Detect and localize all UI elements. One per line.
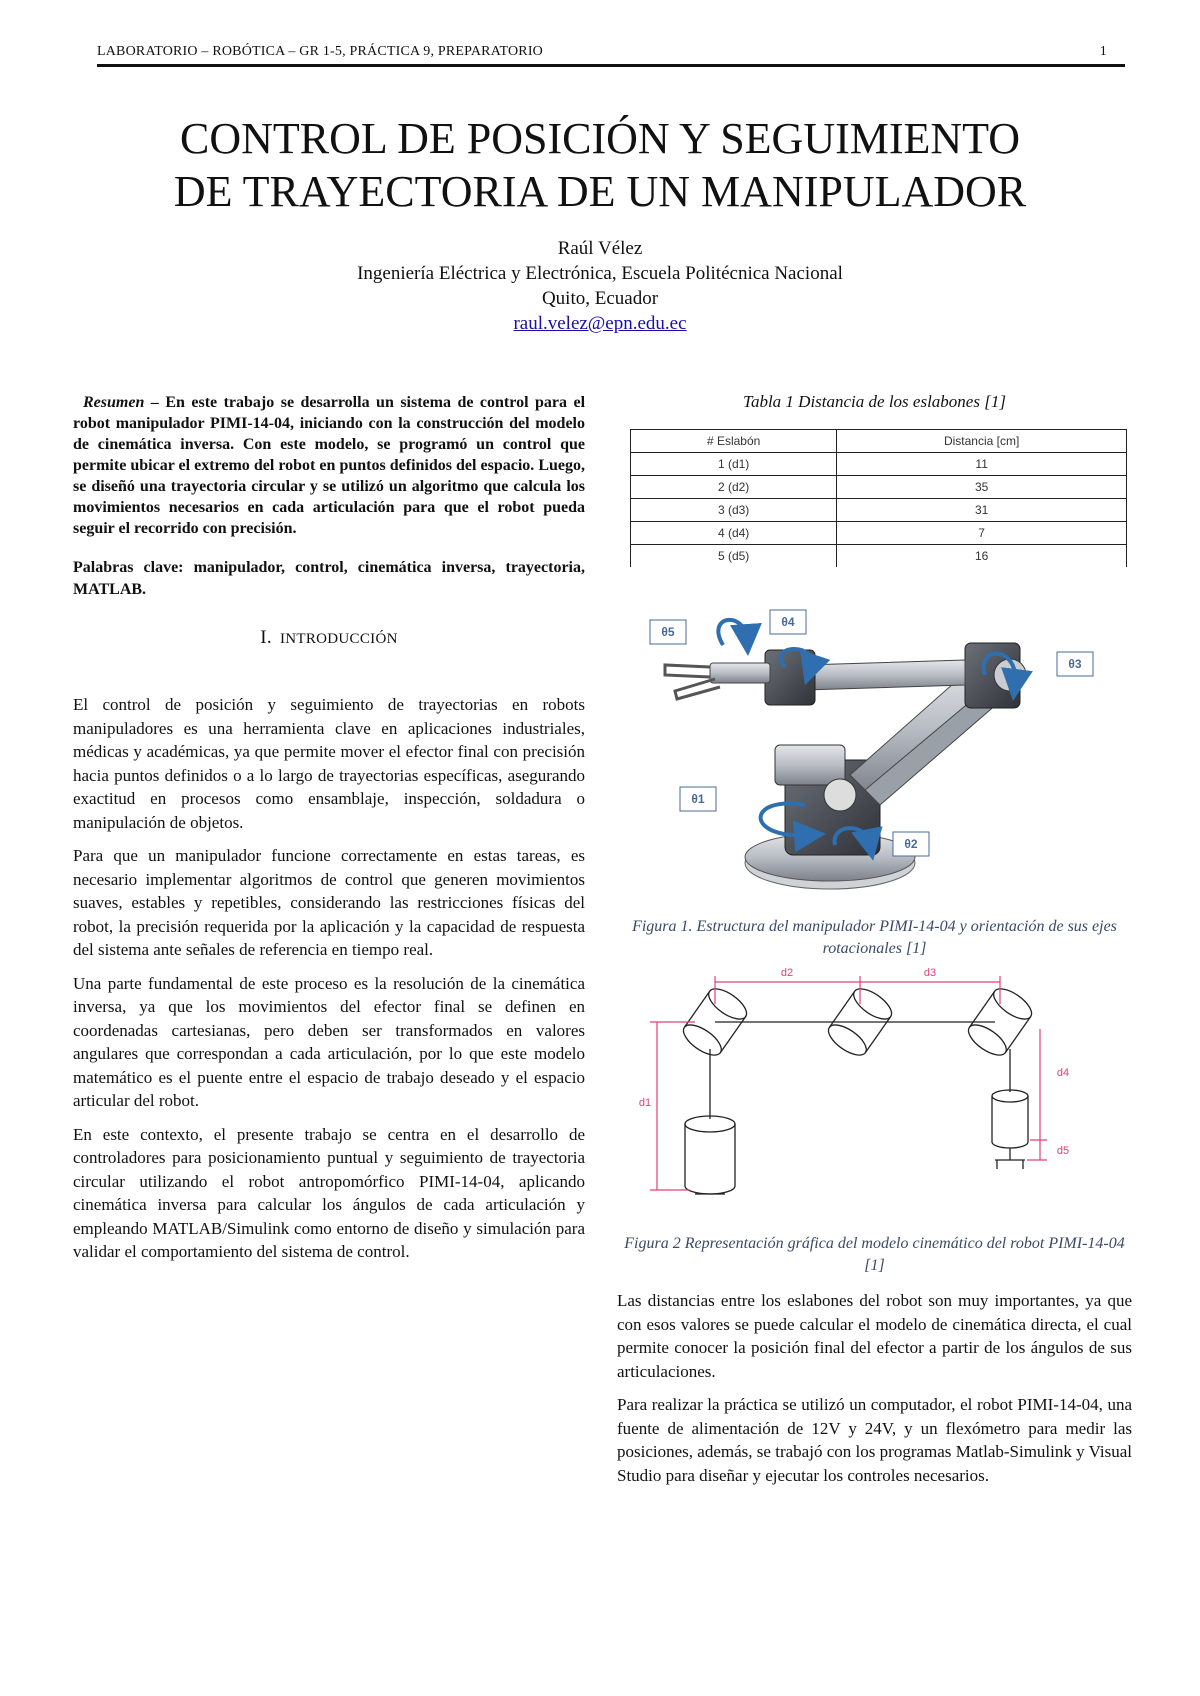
rotation-arrow-icon xyxy=(718,620,747,645)
table-cell: 2 (d2) xyxy=(631,476,837,499)
robot-forearm xyxy=(805,660,965,690)
figure-2-caption: Figura 2 Representación gráfica del modelo cinemático del robot PIMI-14-04 [1] xyxy=(624,1235,1125,1274)
table-cell: 16 xyxy=(837,545,1127,568)
theta1-label: θ1 xyxy=(691,792,705,806)
d2-label: d2 xyxy=(780,967,794,979)
keywords: Palabras clave: manipulador, control, cinemática inversa, trayectoria, MATLAB. xyxy=(73,559,585,598)
intro-paragraph-1: El control de posición y seguimiento de trayectorias en robots manipuladores es una herramienta clave en aplicaciones industriales, médicas y académicas, ya que permite mover el efector final con precisión hacia puntos definidos o a lo largo de trayectorias específicas, asegurando exactitud en procesos como ensamblaje, inspección, soldadura o manipulación de objetos. xyxy=(73,695,585,832)
running-header xyxy=(97,42,1125,66)
left-column xyxy=(73,392,585,1274)
theta2-label: θ2 xyxy=(904,837,918,851)
abstract xyxy=(73,392,585,539)
d1-label: d1 xyxy=(638,1097,652,1109)
right-paragraph-1: Las distancias entre los eslabones del robot son muy importantes, ya que con esos valores se puede calcular el modelo de cinemática directa, el cual permite conocer la posición final del efector a partir de los ángulos de sus articulaciones. xyxy=(617,1291,1132,1381)
table-header-cell: # Eslabón xyxy=(631,430,837,453)
figure-1-caption: Figura 1. Estructura del manipulador PIMI-14-04 y orientación de sus ejes rotacionales [1] xyxy=(632,918,1117,957)
table-row xyxy=(631,499,1127,522)
figure-1 xyxy=(635,605,1132,910)
abstract-label: Resumen – xyxy=(83,394,159,411)
table-row xyxy=(631,476,1127,499)
author-block xyxy=(0,236,1200,336)
theta3-label: θ3 xyxy=(1068,657,1082,671)
section-heading-introduccion xyxy=(73,627,585,649)
end-effector-cylinder xyxy=(992,1090,1028,1148)
theta4-label: θ4 xyxy=(781,615,795,629)
right-paragraph-2: Para realizar la práctica se utilizó un computador, el robot PIMI-14-04, una fuente de alimentación de 12V y 24V, y un flexómetro para medir las posiciones, además, se trabajó con los programas Matlab-Simulink y Visual Studio para diseñar y ejecutar los controles necesarios. xyxy=(617,1395,1132,1485)
paper-title xyxy=(60,112,1140,218)
table-row xyxy=(631,522,1127,545)
table-cell: 5 (d5) xyxy=(631,545,837,568)
author-location: Quito, Ecuador xyxy=(541,288,659,309)
d3-label: d3 xyxy=(923,967,937,979)
title-line-1: CONTROL DE POSICIÓN Y SEGUIMIENTO xyxy=(179,114,1021,163)
intro-paragraph-4: En este contexto, el presente trabajo se centra en el desarrollo de controladores para posicionamiento puntual y seguimiento de trayectoria circular utilizando el robot antropomórfico PIMI-14-04, aplicando cinemática inversa para calcular los ángulos de cada articulación y empleando MATLAB/Simulink como entorno de diseño y simulación para validar el comportamiento del sistema de control. xyxy=(73,1124,585,1261)
kinematic-model-diagram xyxy=(635,964,1115,1222)
author-email-link[interactable]: raul.velez@epn.edu.ec xyxy=(513,313,687,334)
header-rule xyxy=(97,64,1125,67)
intro-paragraph-3: Una parte fundamental de este proceso es la resolución de la cinemática inversa, ya que los movimientos del efector final se definen en coordenadas cartesianas, pero deben ser transformados en valores angulares que correspondan a cada articulación, por lo que este modelo matemático es el puente entre el espacio de trabajo deseado y el espacio articular del robot. xyxy=(73,973,585,1110)
theta5-label: θ5 xyxy=(661,625,675,639)
base-cylinder xyxy=(685,1116,735,1194)
right-column xyxy=(617,392,1132,1497)
robot-arm-illustration xyxy=(635,605,1115,905)
page-number: 1 xyxy=(1099,44,1107,59)
figure-2 xyxy=(635,964,1132,1227)
table-row xyxy=(631,545,1127,568)
table-cell: 3 (d3) xyxy=(631,499,837,522)
table-cell: 7 xyxy=(837,522,1127,545)
link-distance-table xyxy=(630,429,1127,567)
author-name: Raúl Vélez xyxy=(557,238,643,259)
table-cell: 31 xyxy=(837,499,1127,522)
table-cell: 1 (d1) xyxy=(631,453,837,476)
table-row xyxy=(631,453,1127,476)
table-header-row xyxy=(631,430,1127,453)
section-title: INTRODUCCIÓN xyxy=(279,631,398,647)
robot-gripper xyxy=(710,663,770,683)
running-title: LABORATORIO – ROBÓTICA – GR 1-5, PRÁCTICA 9, PREPARATORIO xyxy=(97,44,543,59)
table-cell: 35 xyxy=(837,476,1127,499)
section-number: I. xyxy=(260,627,272,648)
d4-label: d4 xyxy=(1056,1067,1070,1079)
robot-wrist xyxy=(765,650,815,705)
table-header-cell: Distancia [cm] xyxy=(837,430,1127,453)
table-cell: 4 (d4) xyxy=(631,522,837,545)
intro-paragraph-2: Para que un manipulador funcione correctamente en estas tareas, es necesario implementar algoritmos de control que generen movimientos suaves, estables y repetibles, considerando las restricciones físicas del robot, la precisión requerida por la aplicación y la capacidad de respuesta del sistema ante señales de referencia en tiempo real. xyxy=(73,846,585,959)
title-line-2: DE TRAYECTORIA DE UN MANIPULADOR xyxy=(173,167,1027,216)
table-caption: Tabla 1 Distancia de los eslabones [1] xyxy=(743,392,1006,411)
abstract-text: En este trabajo se desarrolla un sistema de control para el robot manipulador PIMI-14-04, iniciando con la construcción del modelo de cinemática inversa. Con este modelo, se programó un control que permite ubicar el extremo del robot en puntos definidos del espacio. Luego, se diseñó una trayectoria circular y se utilizó un algoritmo que calcula los movimientos necesarios en cada articulación para que el robot pueda seguir el recorrido con precisión. xyxy=(73,394,586,537)
d5-label: d5 xyxy=(1056,1145,1070,1157)
table-cell: 11 xyxy=(837,453,1127,476)
author-affiliation: Ingeniería Eléctrica y Electrónica, Escuela Politécnica Nacional xyxy=(357,263,843,284)
